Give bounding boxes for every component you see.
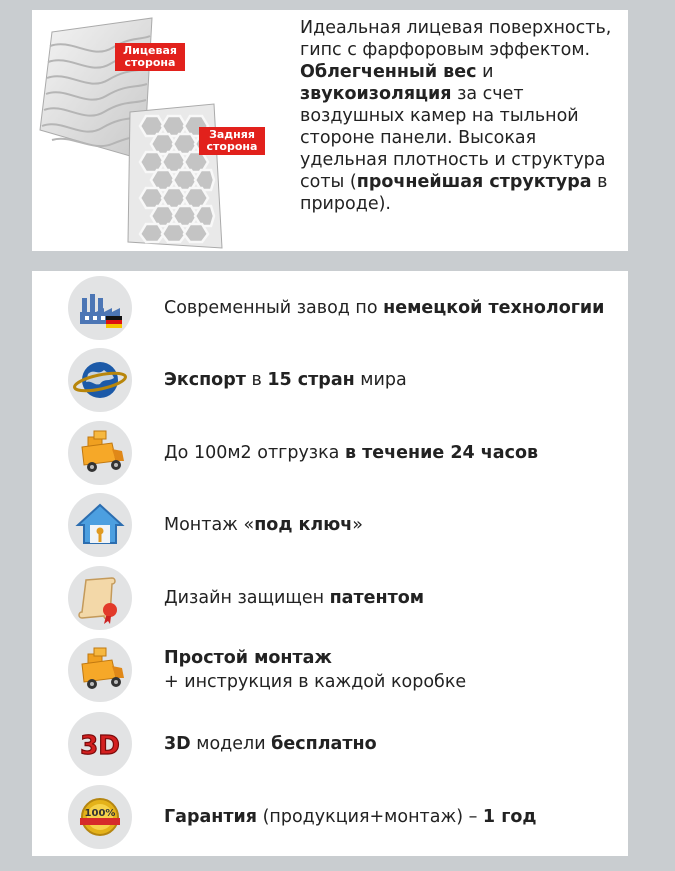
feature-line — [164, 805, 537, 829]
bold-text: Простой монтаж — [164, 648, 332, 668]
feature-row — [32, 273, 628, 343]
bold-text: 3D — [164, 734, 191, 754]
bold-text: 15 стран — [267, 370, 355, 390]
feature-row — [32, 782, 628, 852]
feature-line — [164, 368, 407, 392]
text: Монтаж « — [164, 515, 255, 535]
guarantee-label: 100% — [84, 808, 116, 819]
bold-text: звукоизоляция — [300, 84, 452, 104]
feature-row — [32, 490, 628, 560]
text: Современный завод по — [164, 298, 384, 318]
text: в природе). — [300, 172, 608, 214]
globe-icon — [68, 348, 132, 412]
text: (продукция+монтаж) – — [257, 807, 483, 827]
feature-text — [164, 635, 466, 705]
bold-text: патентом — [329, 588, 425, 608]
feature-line — [164, 296, 604, 320]
back-side-badge: Задняя сторона — [199, 127, 265, 155]
front-side-badge: Лицевая сторона — [115, 43, 185, 71]
text: в — [245, 370, 268, 390]
feature-row — [32, 563, 628, 633]
delivery-truck-icon — [68, 638, 132, 702]
feature-line — [164, 646, 466, 670]
bold-text: 1 год — [482, 807, 537, 827]
feature-text — [164, 709, 377, 779]
bold-text: немецкой технологии — [383, 298, 605, 318]
panel-images — [32, 10, 302, 251]
text: Идеальная лицевая поверхность, гипс с фарфоровым эффектом. — [300, 18, 612, 60]
feature-line — [164, 670, 466, 694]
bold-text: прочнейшая структура — [356, 172, 592, 192]
text: мира — [354, 370, 407, 390]
text: Дизайн защищен — [164, 588, 330, 608]
text: за счет воздушных камер на тыльной стороне панели. Высокая удельная плотность и структура соты ( — [300, 84, 606, 192]
guarantee-seal-icon — [68, 785, 132, 849]
feature-line — [164, 513, 363, 537]
feature-text — [164, 418, 538, 488]
feature-line — [164, 732, 377, 756]
text: и — [476, 62, 494, 82]
feature-text — [164, 273, 604, 343]
feature-row — [32, 418, 628, 488]
text: модели — [190, 734, 272, 754]
feature-text — [164, 782, 537, 852]
feature-text — [164, 345, 407, 415]
text: + инструкция в каждой коробке — [164, 672, 467, 692]
feature-line — [164, 586, 424, 610]
bold-text: в течение 24 часов — [344, 443, 539, 463]
bold-text: бесплатно — [271, 734, 377, 754]
feature-line — [164, 441, 538, 465]
feature-text — [164, 563, 424, 633]
factory-icon — [68, 276, 132, 340]
feature-row — [32, 345, 628, 415]
feature-row — [32, 635, 628, 705]
bold-text: Экспорт — [164, 370, 246, 390]
bold-text: под ключ — [254, 515, 353, 535]
feature-row — [32, 709, 628, 779]
features-card — [32, 271, 628, 856]
patent-scroll-icon — [68, 566, 132, 630]
product-description — [300, 17, 625, 215]
bold-text: Облегченный вес — [300, 62, 477, 82]
3d-icon — [68, 712, 132, 776]
text: » — [352, 515, 363, 535]
product-info-card — [32, 10, 628, 251]
delivery-truck-icon — [68, 421, 132, 485]
text: До 100м2 отгрузка — [164, 443, 345, 463]
feature-text — [164, 490, 363, 560]
house-key-icon — [68, 493, 132, 557]
3d-label: 3D — [80, 731, 120, 761]
bold-text: Гарантия — [164, 807, 258, 827]
